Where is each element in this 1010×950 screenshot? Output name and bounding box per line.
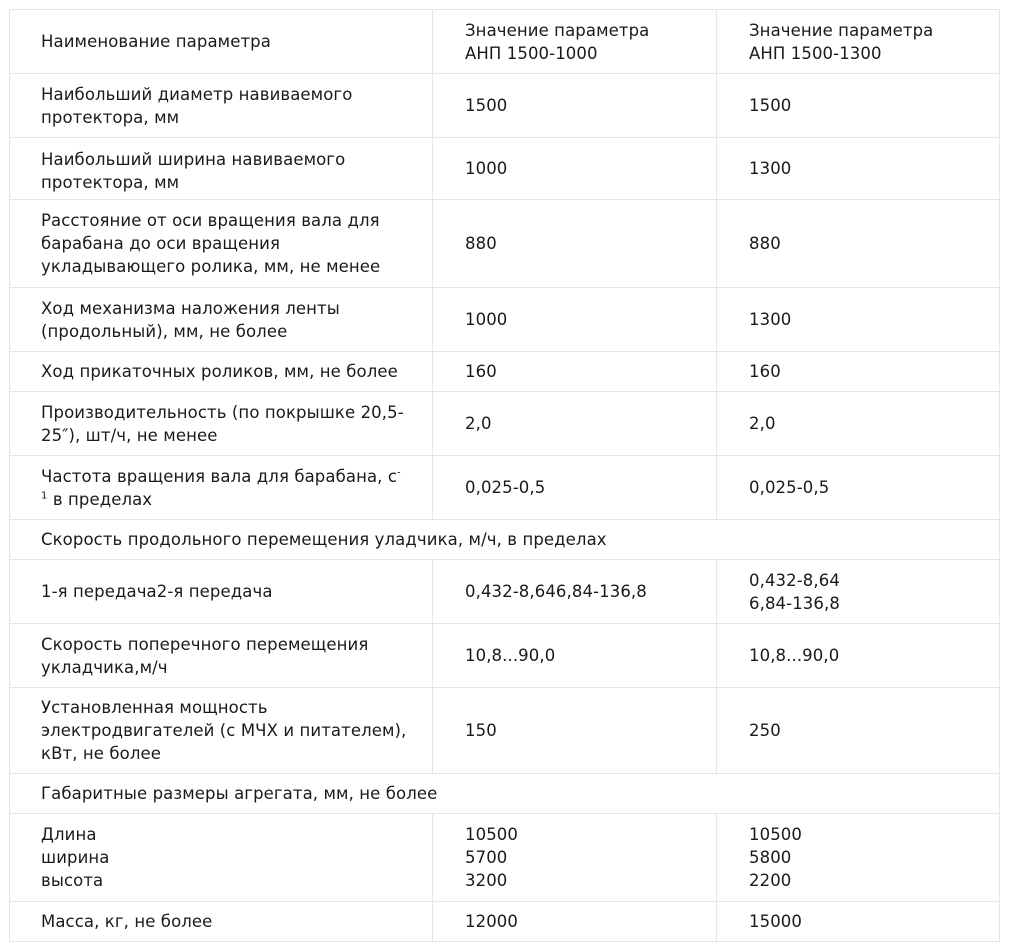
parameter-name: Наибольший диаметр навиваемого протектора, мм (10, 74, 433, 138)
value-anp-1500-1300: 1500 (717, 74, 1000, 138)
value-anp-1500-1000: 160 (433, 352, 717, 392)
value-anp-1500-1000: 1000 (433, 288, 717, 352)
value-anp-1500-1000: 10,8...90,0 (433, 624, 717, 688)
value-anp-1500-1000: 150 (433, 688, 717, 774)
value-anp-1500-1300: 0,025-0,5 (717, 456, 1000, 520)
parameter-name-text-tail: в пределах (47, 489, 153, 509)
value-anp-1500-1300: 880 (717, 200, 1000, 288)
table-row (10, 138, 1000, 200)
parameter-name: Расстояние от оси вращения вала для барабана до оси вращения укладывающего ролика, мм, не менее (10, 200, 433, 288)
table-row (10, 74, 1000, 138)
value-anp-1500-1300: 10500 5800 2200 (717, 814, 1000, 902)
parameter-name: Длина ширина высота (10, 814, 433, 902)
table-row (10, 288, 1000, 352)
value-anp-1500-1300: 2,0 (717, 392, 1000, 456)
table-section-row (10, 774, 1000, 814)
table-row (10, 560, 1000, 624)
parameter-name-clip: Наибольший ширина навиваемого протектора, мм (41, 150, 346, 192)
value-anp-1500-1000: 2,0 (433, 392, 717, 456)
parameter-name: Установленная мощность электродвигателей (с МЧХ и питателем), кВт, не более (10, 688, 433, 774)
table-row (10, 200, 1000, 288)
spec-table (9, 9, 1000, 942)
header-value-anp-1500-1300: Значение параметра АНП 1500-1300 (717, 10, 1000, 74)
section-heading: Габаритные размеры агрегата, мм, не более (10, 774, 1000, 814)
header-parameter-name: Наименование параметра (10, 10, 433, 74)
parameter-name: Ход механизма наложения ленты (продольный), мм, не более (10, 288, 433, 352)
section-heading: Скорость продольного перемещения уладчика, м/ч, в пределах (10, 520, 1000, 560)
value-anp-1500-1300: 1300 (717, 138, 1000, 200)
value-anp-1500-1000: 10500 5700 3200 (433, 814, 717, 902)
table-row (10, 624, 1000, 688)
value-anp-1500-1000: 880 (433, 200, 717, 288)
value-anp-1500-1300: 0,432-8,64 6,84-136,8 (717, 560, 1000, 624)
table-row (10, 902, 1000, 942)
value-anp-1500-1300: 15000 (717, 902, 1000, 942)
table-row (10, 456, 1000, 520)
value-anp-1500-1000: 0,432-8,646,84-136,8 (433, 560, 717, 624)
value-anp-1500-1300: 1300 (717, 288, 1000, 352)
parameter-name (10, 456, 433, 520)
table-row (10, 392, 1000, 456)
table-row (10, 688, 1000, 774)
value-anp-1500-1000: 1000 (433, 138, 717, 200)
unit-exponent-minus: - (397, 467, 401, 478)
value-anp-1500-1000: 0,025-0,5 (433, 456, 717, 520)
parameter-name-text: Частота вращения вала для барабана, с (41, 466, 398, 486)
parameter-name: Масса, кг, не более (10, 902, 433, 942)
table-section-row (10, 520, 1000, 560)
value-anp-1500-1300: 10,8...90,0 (717, 624, 1000, 688)
value-anp-1500-1300: 250 (717, 688, 1000, 774)
parameter-name: 1-я передача2-я передача (10, 560, 433, 624)
table-row (10, 352, 1000, 392)
table-row (10, 814, 1000, 902)
parameter-name (10, 138, 433, 200)
table-header-row (10, 10, 1000, 74)
value-anp-1500-1000: 12000 (433, 902, 717, 942)
parameter-name: Ход прикаточных роликов, мм, не более (10, 352, 433, 392)
parameter-name: Производительность (по покрышке 20,5- 25″), шт/ч, не менее (10, 392, 433, 456)
value-anp-1500-1300: 160 (717, 352, 1000, 392)
parameter-name: Скорость поперечного перемещения укладчика,м/ч (10, 624, 433, 688)
unit-exponent-one: 1 (41, 490, 48, 501)
value-anp-1500-1000: 1500 (433, 74, 717, 138)
header-value-anp-1500-1000: Значение параметра АНП 1500-1000 (433, 10, 717, 74)
